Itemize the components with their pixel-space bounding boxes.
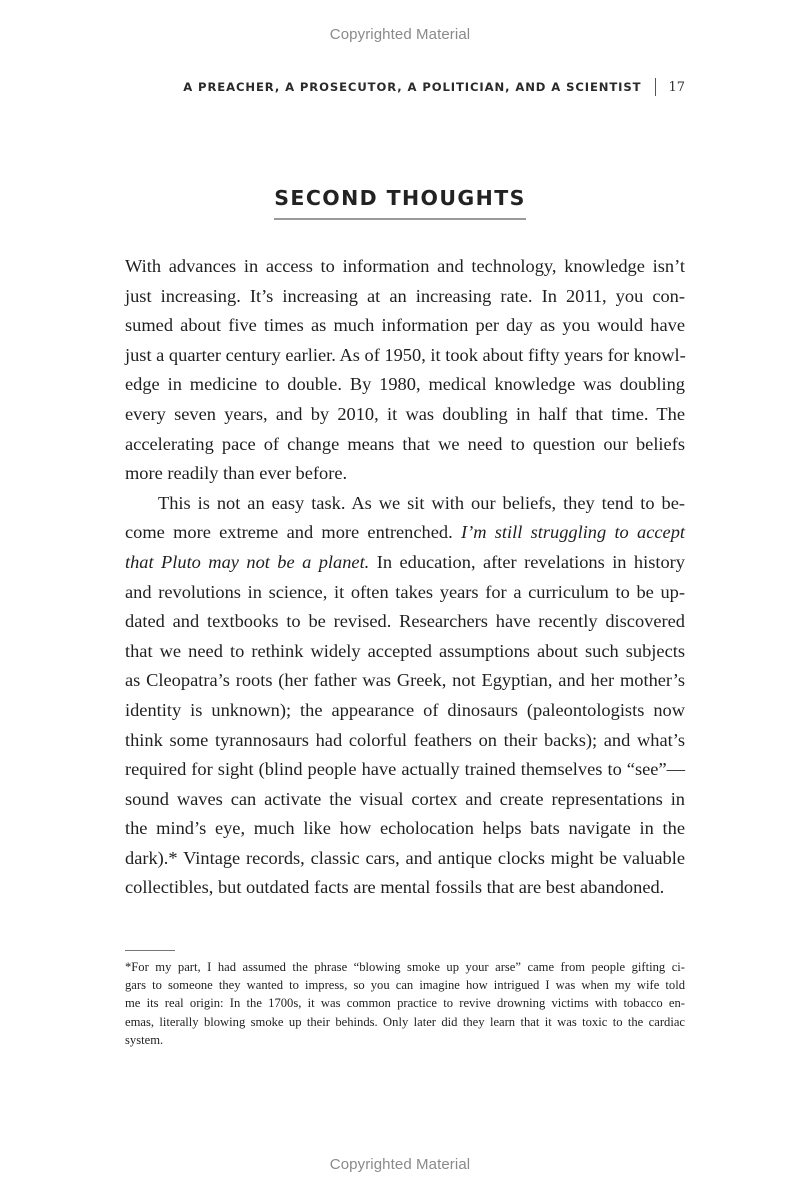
- text-line: dated and textbooks to be revised. Researchers have recently discovered: [125, 611, 685, 632]
- text-line: just a quarter century earlier. As of 1950, it took about fifty years for knowl-: [125, 344, 686, 365]
- footnote-line: *For my part, I had assumed the phrase “blowing smoke up your arse” came from people gifting ci-: [125, 960, 685, 974]
- italic-text: I’m still struggling to accept: [460, 522, 685, 543]
- footnote-line: system.: [125, 1032, 164, 1047]
- text-line: and revolutions in science, it often takes years for a curriculum to be up-: [125, 581, 685, 602]
- footnote-line: me its real origin: In the 1700s, it was common practice to revive drowning victims with tobacco en-: [125, 996, 685, 1011]
- italic-text: that Pluto may not be a planet.: [125, 551, 370, 572]
- text-line: edge in medicine to double. By 1980, medical knowledge was doubling: [125, 374, 685, 395]
- running-head-title: A PREACHER, A PROSECUTOR, A POLITICIAN, AND A SCIENTIST: [183, 80, 642, 94]
- text-line: the mind’s eye, much like how echolocation helps bats navigate in the: [125, 818, 685, 839]
- text-line: just increasing. It’s increasing at an increasing rate. In 2011, you con-: [125, 285, 685, 306]
- footnote-line: gars to someone they wanted to impress, so you can imagine how intrigued I was when my wife told: [125, 978, 685, 993]
- body-text: [125, 252, 685, 903]
- page-number: 17: [668, 79, 685, 95]
- text-line: sound waves can activate the visual cortex and create representations in: [125, 788, 685, 809]
- paragraph-1: [125, 252, 685, 489]
- paragraph-2: [125, 489, 685, 903]
- section-heading-text: SECOND THOUGHTS: [274, 186, 526, 220]
- text-line: [125, 548, 685, 578]
- running-head: [183, 78, 685, 96]
- text-run: In education, after revelations in history: [369, 551, 686, 572]
- footnote-line: emas, literally blowing smoke up their behinds. Only later did they learn that it was toxic to the cardiac: [125, 1014, 685, 1029]
- text-line: collectibles, but outdated facts are mental fossils that are best abandoned.: [125, 877, 665, 898]
- copyright-watermark-top: Copyrighted Material: [329, 26, 471, 43]
- copyright-watermark-bottom: Copyrighted Material: [329, 1156, 471, 1173]
- text-line: With advances in access to information and technology, knowledge isn’t: [125, 256, 685, 276]
- section-heading: [0, 186, 800, 220]
- text-run: come more extreme and more entrenched.: [125, 522, 461, 543]
- running-head-divider: [655, 78, 656, 96]
- text-line: required for sight (blind people have actually trained themselves to “see”—: [125, 759, 685, 780]
- footnote: [125, 958, 685, 1049]
- footnote-rule: [125, 950, 175, 951]
- text-line: that we need to rethink widely accepted assumptions about such subjects: [125, 640, 685, 661]
- text-line: identity is unknown); the appearance of dinosaurs (paleontologists now: [125, 699, 685, 720]
- text-line: more readily than ever before.: [125, 463, 348, 484]
- text-line: accelerating pace of change means that we need to question our beliefs: [125, 433, 685, 454]
- text-line: This is not an easy task. As we sit with our beliefs, they tend to be-: [158, 492, 685, 513]
- text-line: as Cleopatra’s roots (her father was Greek, not Egyptian, and her mother’s: [125, 670, 685, 691]
- text-line: [125, 518, 685, 548]
- text-line: every seven years, and by 2010, it was doubling in half that time. The: [125, 403, 685, 424]
- text-line: think some tyrannosaurs had colorful feathers on their backs); and what’s: [125, 729, 685, 750]
- text-line: dark).* Vintage records, classic cars, and antique clocks might be valuable: [125, 847, 685, 868]
- text-line: sumed about five times as much information per day as you would have: [125, 315, 685, 336]
